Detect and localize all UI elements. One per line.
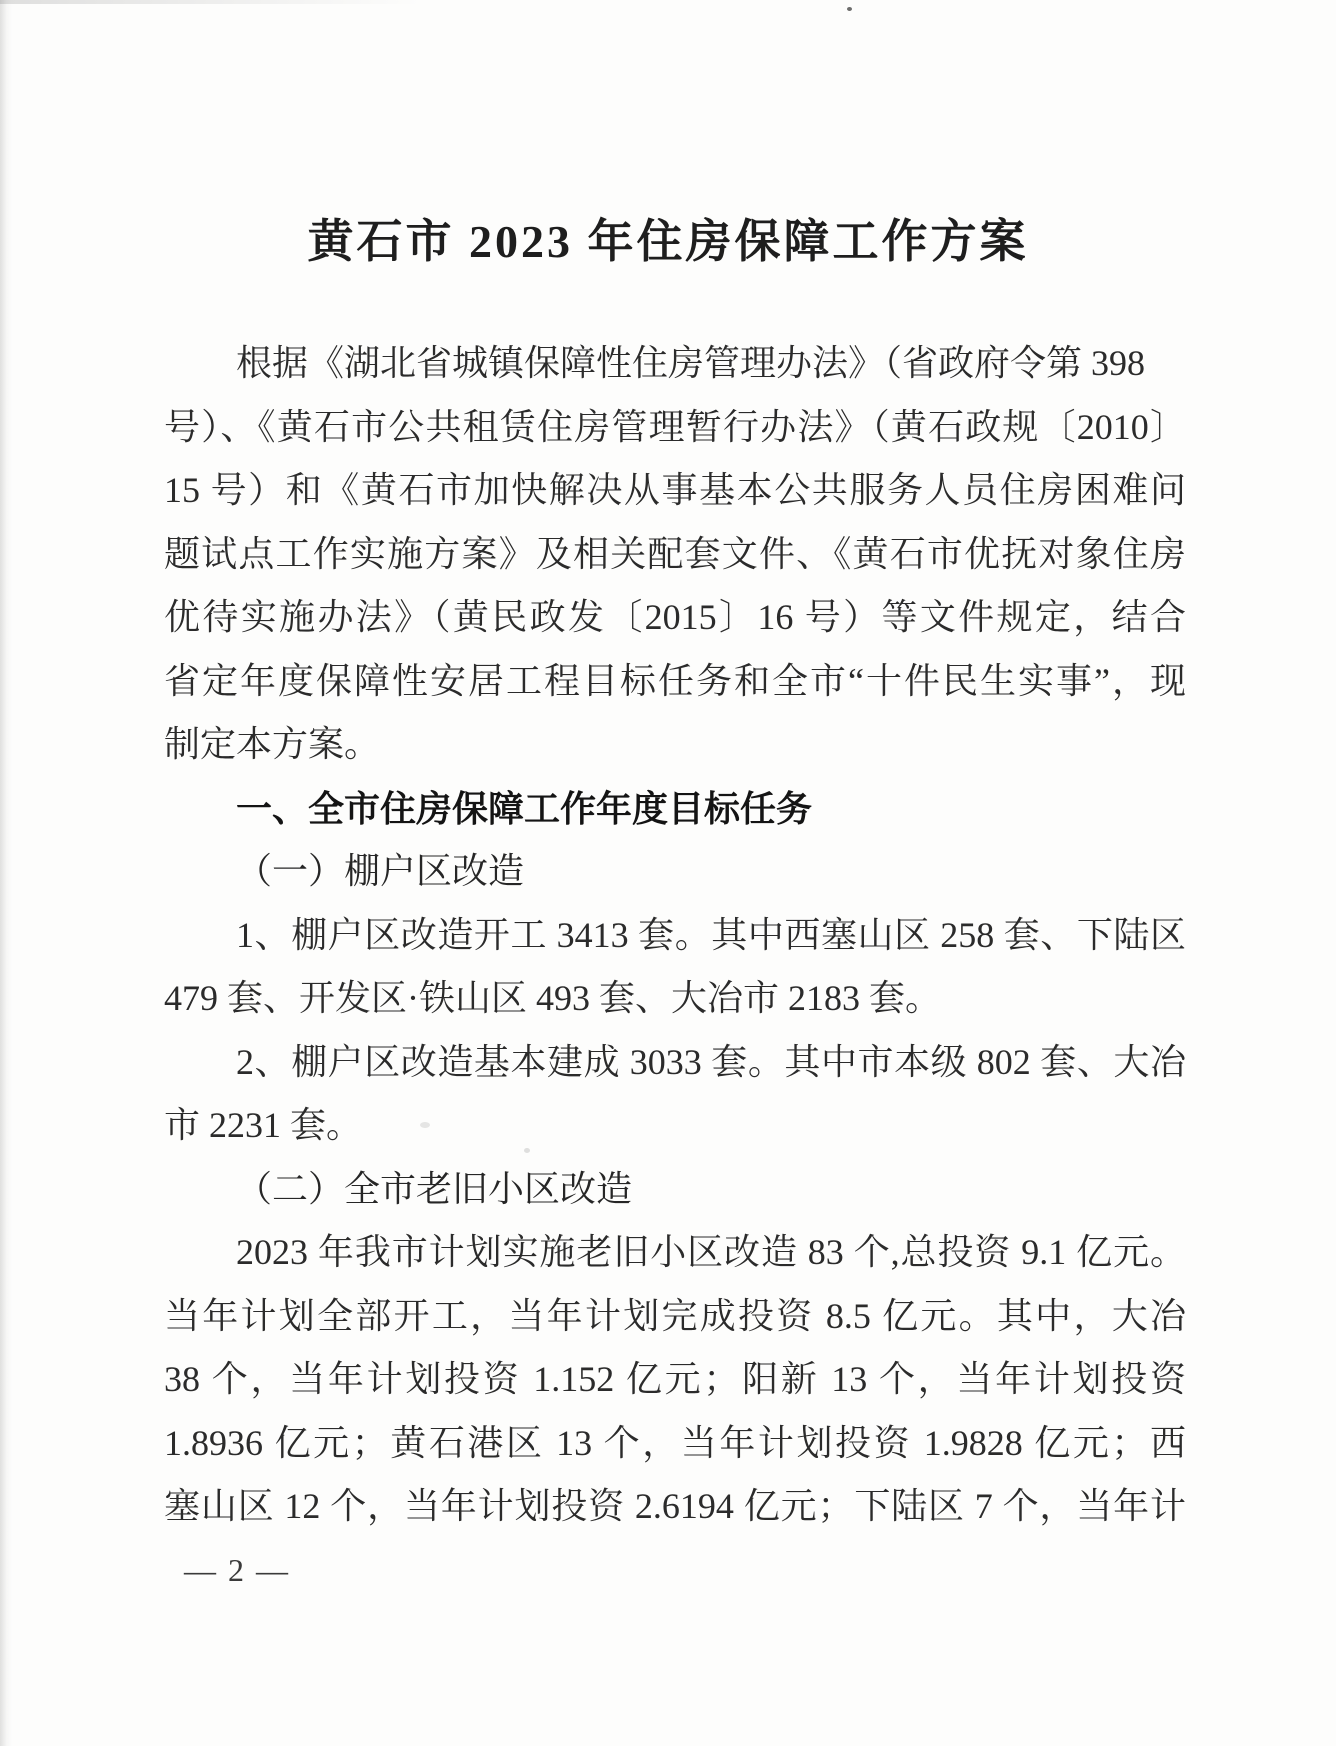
body-line: 市 2231 套。 — [164, 1105, 363, 1145]
document-body — [164, 332, 1186, 1539]
body-line: 当年计划全部开工，当年计划完成投资 8.5 亿元。其中，大冶 — [164, 1295, 1186, 1336]
body-line: 1、棚户区改造开工 3413 套。其中西塞山区 258 套、下陆区 — [236, 914, 1186, 955]
body-line: 1.8936 亿元；黄石港区 13 个，当年计划投资 1.9828 亿元；西 — [164, 1422, 1186, 1463]
body-line: 省定年度保障性安居工程目标任务和全市“十件民生实事”，现 — [164, 660, 1186, 701]
body-line: 38 个，当年计划投资 1.152 亿元；阳新 13 个，当年计划投资 — [164, 1359, 1186, 1399]
section-heading: 一、全市住房保障工作年度目标任务 — [236, 787, 813, 829]
body-line: 优待实施办法》（黄民政发〔2015〕16 号）等文件规定，结合 — [164, 597, 1186, 637]
scan-top-shadow — [0, 0, 420, 4]
body-line: 479 套、开发区·铁山区 493 套、大冶市 2183 套。 — [164, 978, 941, 1018]
body-line: 制定本方案。 — [164, 724, 381, 764]
body-line: 号）、《黄石市公共租赁住房管理暂行办法》（黄石政规〔2010〕 — [164, 406, 1186, 447]
body-line: 2023 年我市计划实施老旧小区改造 83 个,总投资 9.1 亿元。 — [236, 1232, 1186, 1272]
body-line: 15 号）和《黄石市加快解决从事基本公共服务人员住房困难问 — [164, 470, 1186, 510]
body-line: 2、棚户区改造基本建成 3033 套。其中市本级 802 套、大冶 — [236, 1041, 1186, 1082]
subsection-heading: （一）棚户区改造 — [236, 851, 525, 891]
page-number: — 2 — — [184, 1552, 290, 1588]
subsection-heading: （二）全市老旧小区改造 — [236, 1168, 633, 1209]
body-line: 根据《湖北省城镇保障性住房管理办法》（省政府令第 398 — [236, 343, 1146, 383]
body-line: 塞山区 12 个，当年计划投资 2.6194 亿元；下陆区 7 个，当年计 — [164, 1486, 1186, 1526]
scan-speck — [847, 7, 852, 11]
body-line: 题试点工作实施方案》及相关配套文件、《黄石市优抚对象住房 — [164, 533, 1186, 574]
document-title: 黄石市 2023 年住房保障工作方案 — [307, 216, 1029, 267]
